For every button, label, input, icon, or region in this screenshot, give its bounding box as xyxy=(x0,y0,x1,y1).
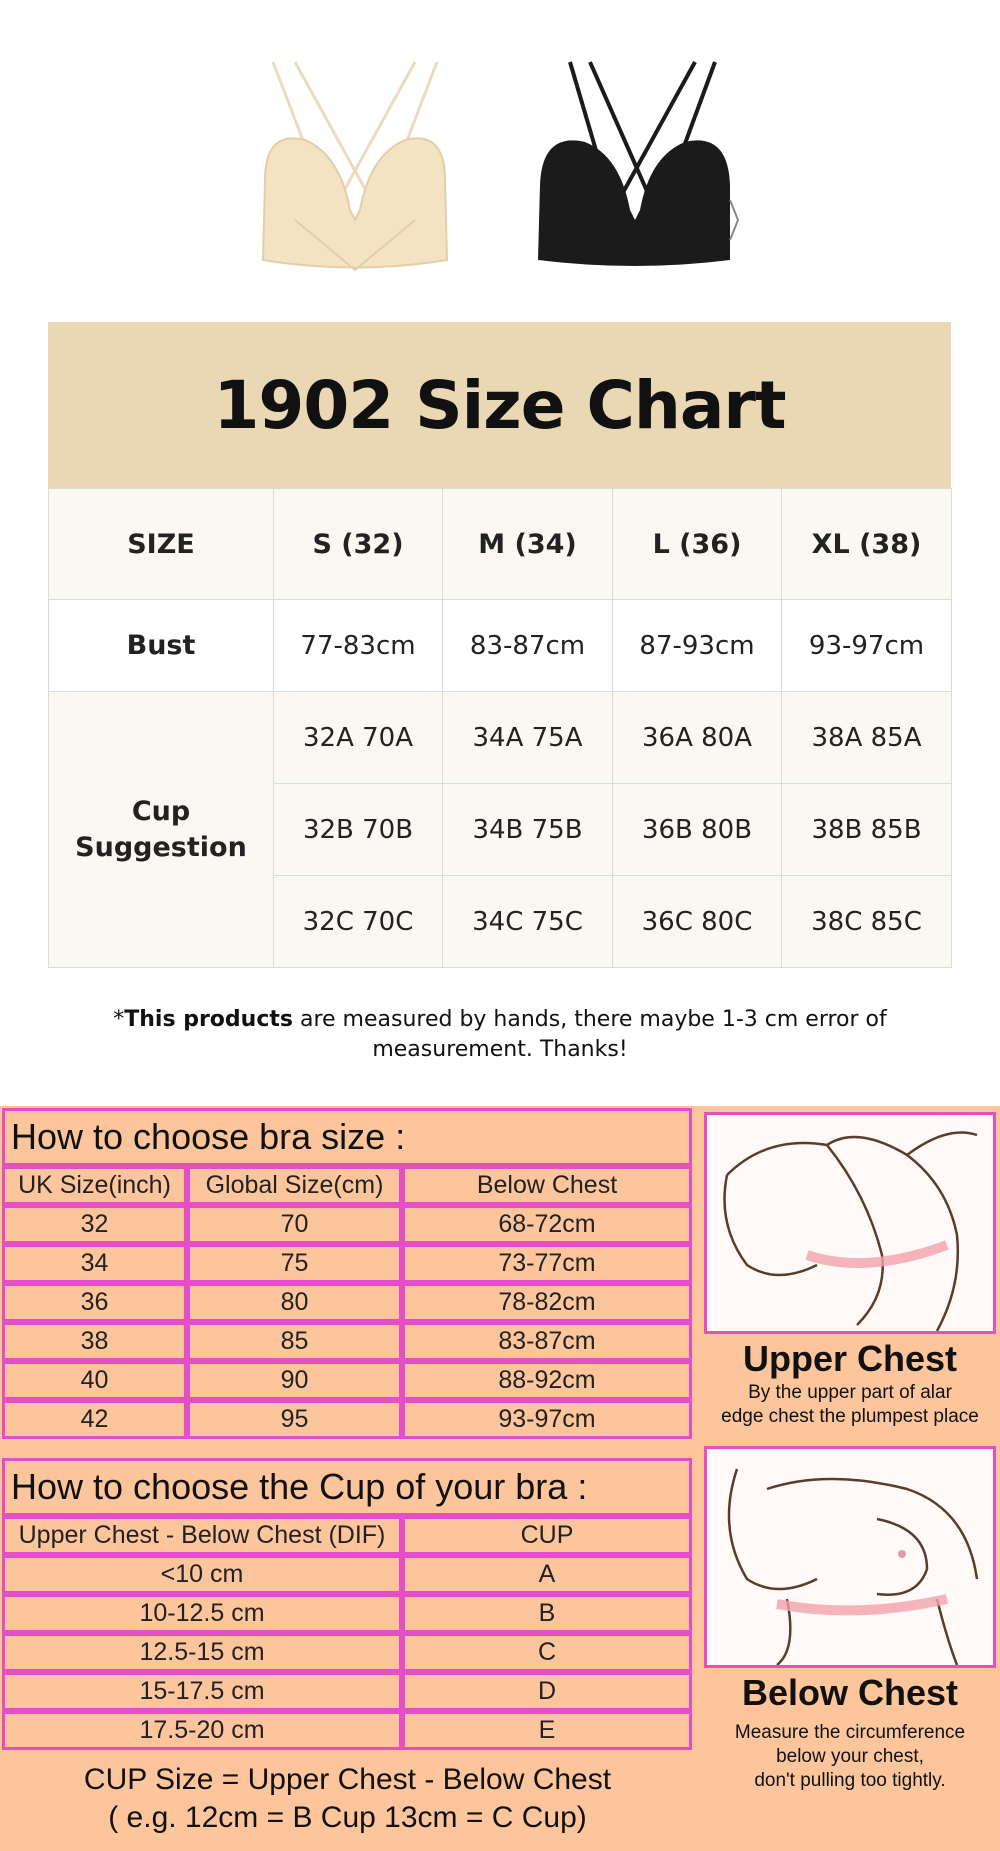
table-cell: 77-83cm xyxy=(274,600,443,692)
column-header: CUP xyxy=(402,1516,692,1555)
product-images xyxy=(0,0,1000,300)
measurement-illustrations xyxy=(700,1106,1000,1851)
desc-line: By the upper part of alar xyxy=(748,1382,952,1403)
desc-line: edge chest the plumpest place xyxy=(721,1406,979,1427)
upper-chest-figure-icon xyxy=(707,1115,993,1331)
table-cell: 32A 70A xyxy=(274,692,443,784)
table-cell: 85 xyxy=(187,1322,402,1361)
header-cell: L (36) xyxy=(613,489,782,600)
size-chart xyxy=(48,322,951,968)
cup-size-table xyxy=(2,1516,692,1750)
table-cell: 90 xyxy=(187,1361,402,1400)
table-cell: 95 xyxy=(187,1400,402,1439)
table-cell: 32B 70B xyxy=(274,784,443,876)
table-cell: 38A 85A xyxy=(782,692,952,784)
table-row xyxy=(2,1244,692,1283)
table-row xyxy=(2,1555,692,1594)
table-cell: 93-97cm xyxy=(782,600,952,692)
column-header: UK Size(inch) xyxy=(2,1166,187,1205)
cup-size-title: How to choose the Cup of your bra : xyxy=(2,1458,692,1516)
note-prefix: * xyxy=(113,1007,125,1032)
table-row xyxy=(2,1594,692,1633)
bra-size-table xyxy=(2,1166,692,1439)
table-cell: 36 xyxy=(2,1283,187,1322)
table-cell: 73-77cm xyxy=(402,1244,692,1283)
table-cell: 38 xyxy=(2,1322,187,1361)
table-cell: 78-82cm xyxy=(402,1283,692,1322)
table-row xyxy=(2,1205,692,1244)
table-row xyxy=(2,1361,692,1400)
table-row xyxy=(2,1711,692,1750)
header-cell: S (32) xyxy=(274,489,443,600)
table-cell: B xyxy=(402,1594,692,1633)
table-cell: 34 xyxy=(2,1244,187,1283)
table-header-row xyxy=(2,1166,692,1205)
table-row xyxy=(2,1322,692,1361)
table-cell: 42 xyxy=(2,1400,187,1439)
header-cell: SIZE xyxy=(49,489,274,600)
table-row-bust xyxy=(49,600,952,692)
note-bold: This products xyxy=(124,1007,293,1032)
table-cell: 40 xyxy=(2,1361,187,1400)
table-cell: A xyxy=(402,1555,692,1594)
formula-line: CUP Size = Upper Chest - Below Chest xyxy=(83,1763,612,1796)
header-cell: XL (38) xyxy=(782,489,952,600)
column-header: Below Chest xyxy=(402,1166,692,1205)
below-chest-figure-icon xyxy=(707,1449,993,1665)
table-cell: 83-87cm xyxy=(443,600,613,692)
column-header: Upper Chest - Below Chest (DIF) xyxy=(2,1516,402,1555)
desc-line: Measure the circumference xyxy=(734,1722,966,1743)
table-cell: E xyxy=(402,1711,692,1750)
table-cell: 36C 80C xyxy=(613,876,782,968)
table-cell: 88-92cm xyxy=(402,1361,692,1400)
table-cell: 32C 70C xyxy=(274,876,443,968)
size-chart-title: 1902 Size Chart xyxy=(48,322,951,488)
table-cell: 36B 80B xyxy=(613,784,782,876)
table-cell: 12.5-15 cm xyxy=(2,1633,402,1672)
bra-size-guide xyxy=(0,1106,1000,1851)
table-cell: 34C 75C xyxy=(443,876,613,968)
cup-suggestion-label xyxy=(49,692,274,968)
cup-label-line: Suggestion xyxy=(75,831,247,863)
table-cell: 70 xyxy=(187,1205,402,1244)
table-cell: 68-72cm xyxy=(402,1205,692,1244)
table-cell: <10 cm xyxy=(2,1555,402,1594)
table-row xyxy=(2,1400,692,1439)
table-cell: 38C 85C xyxy=(782,876,952,968)
bust-label: Bust xyxy=(49,600,274,692)
table-header-row xyxy=(2,1516,692,1555)
table-row xyxy=(2,1633,692,1672)
upper-chest-illustration xyxy=(704,1112,996,1334)
below-chest-illustration xyxy=(704,1446,996,1668)
table-cell: 10-12.5 cm xyxy=(2,1594,402,1633)
header-cell: M (34) xyxy=(443,489,613,600)
nude-bra-image xyxy=(255,60,455,275)
table-cell: 93-97cm xyxy=(402,1400,692,1439)
table-cell: 75 xyxy=(187,1244,402,1283)
table-cell: C xyxy=(402,1633,692,1672)
cup-formula xyxy=(0,1761,695,1837)
table-cell: 83-87cm xyxy=(402,1322,692,1361)
table-cell: 34B 75B xyxy=(443,784,613,876)
column-header: Global Size(cm) xyxy=(187,1166,402,1205)
table-row-cup xyxy=(49,692,952,784)
note-rest: are measured by hands, there maybe 1-3 cm error of measurement. Thanks! xyxy=(292,1007,887,1062)
table-cell: 15-17.5 cm xyxy=(2,1672,402,1711)
table-cell: D xyxy=(402,1672,692,1711)
upper-chest-desc xyxy=(700,1381,1000,1429)
table-cell: 36A 80A xyxy=(613,692,782,784)
table-row xyxy=(2,1672,692,1711)
size-tables-panel xyxy=(0,1106,695,1851)
desc-line: don't pulling too tightly. xyxy=(754,1770,946,1791)
below-chest-title: Below Chest xyxy=(741,1672,959,1713)
measurement-note xyxy=(40,1005,960,1065)
cup-label-line: Cup xyxy=(131,795,191,827)
size-chart-table xyxy=(48,488,952,968)
below-chest-desc xyxy=(700,1721,1000,1793)
formula-line: ( e.g. 12cm = B Cup 13cm = C Cup) xyxy=(108,1801,587,1834)
table-cell: 38B 85B xyxy=(782,784,952,876)
table-cell: 34A 75A xyxy=(443,692,613,784)
table-row xyxy=(2,1283,692,1322)
table-cell: 32 xyxy=(2,1205,187,1244)
table-cell: 17.5-20 cm xyxy=(2,1711,402,1750)
table-row-size xyxy=(49,489,952,600)
bra-size-title: How to choose bra size : xyxy=(2,1108,692,1166)
upper-chest-title: Upper Chest xyxy=(742,1338,958,1379)
table-cell: 80 xyxy=(187,1283,402,1322)
desc-line: below your chest, xyxy=(776,1746,924,1767)
black-bra-image xyxy=(530,60,740,275)
table-cell: 87-93cm xyxy=(613,600,782,692)
